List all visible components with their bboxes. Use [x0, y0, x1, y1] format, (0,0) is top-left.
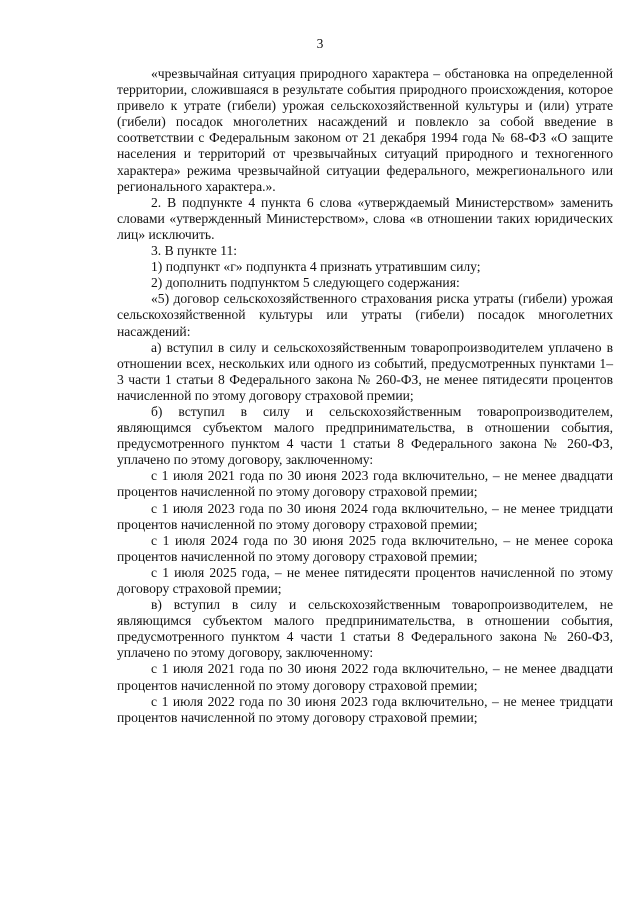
document-text — [117, 66, 613, 726]
paragraph-subitem-1: 1) подпункт «г» подпункта 4 признать утратившим силу; — [151, 259, 481, 275]
paragraph-item-3: 3. В пункте 11: — [151, 243, 238, 259]
paragraph-subitem-5: «5) договор сельскохозяйственного страхования риска утраты (гибели) урожая сельскохозяйственной культуры или утраты (гибели) посадок многолетних насаждений: — [117, 291, 613, 339]
paragraph-clause-v-period-2: с 1 июля 2022 года по 30 июня 2023 года включительно, – не менее тридцати процентов начисленной по этому договору страховой премии; — [117, 693, 613, 725]
paragraph-clause-b-period-3: с 1 июля 2024 года по 30 июня 2025 года включительно, – не менее сорока процентов начисленной по этому договору страховой премии; — [117, 532, 613, 564]
paragraph-clause-v: в) вступил в силу и сельскохозяйственным товаропроизводителем, не являющимся субъектом малого предпринимательства, в отношении события, предусмотренного пунктом 4 части 1 статьи 8 Федерального закона № 260-ФЗ, уплачено по этому договору, заключенному: — [117, 597, 613, 661]
page-number: 3 — [316, 36, 324, 51]
paragraph-subitem-2: 2) дополнить подпунктом 5 следующего содержания: — [151, 275, 460, 291]
paragraph-clause-b-period-2: с 1 июля 2023 года по 30 июня 2024 года включительно, – не менее тридцати процентов начисленной по этому договору страховой премии; — [117, 500, 613, 532]
paragraph-clause-a: а) вступил в силу и сельскохозяйственным товаропроизводителем уплачено в отношении всех, нескольких или одного из событий, предусмотренных пунктами 1–3 части 1 статьи 8 Федерального закона № 260-ФЗ, не менее пятидесяти процентов начисленной по этому договору страховой премии; — [117, 339, 613, 403]
paragraph-clause-b-period-1: с 1 июля 2021 года по 30 июня 2023 года включительно, – не менее двадцати процентов начисленной по этому договору страховой премии; — [117, 468, 613, 500]
paragraph-clause-b: б) вступил в силу и сельскохозяйственным товаропроизводителем, являющимся субъектом малого предпринимательства, в отношении события, предусмотренного пунктом 4 части 1 статьи 8 Федерального закона № 260-ФЗ, уплачено по этому договору, заключенному: — [117, 403, 613, 468]
paragraph-clause-b-period-4: с 1 июля 2025 года, – не менее пятидесяти процентов начисленной по этому договору страховой премии; — [117, 564, 613, 596]
paragraph-item-2: 2. В подпункте 4 пункта 6 слова «утверждаемый Министерством» заменить словами «утвержденный Министерством», слова «в отношении таких юридических лиц» исключить. — [117, 194, 613, 242]
paragraph-emergency-definition: «чрезвычайная ситуация природного характера – обстановка на определенной территории, сложившаяся в результате события природного происхождения, которое привело к утрате (гибели) урожая сельскохозяйственной культуры и (или) утрате (гибели) посадок многолетних насаждений и повлекло за собой введение в соответствии с Федеральным законом от 21 декабря 1994 года № 68-ФЗ «О защите населения и территорий от чрезвычайных ситуаций природного и техногенного характера» режима чрезвычайной ситуации федерального, межрегионального или регионального характера.». — [117, 66, 613, 194]
paragraph-clause-v-period-1: с 1 июля 2021 года по 30 июня 2022 года включительно, – не менее двадцати процентов начисленной по этому договору страховой премии; — [117, 661, 613, 693]
